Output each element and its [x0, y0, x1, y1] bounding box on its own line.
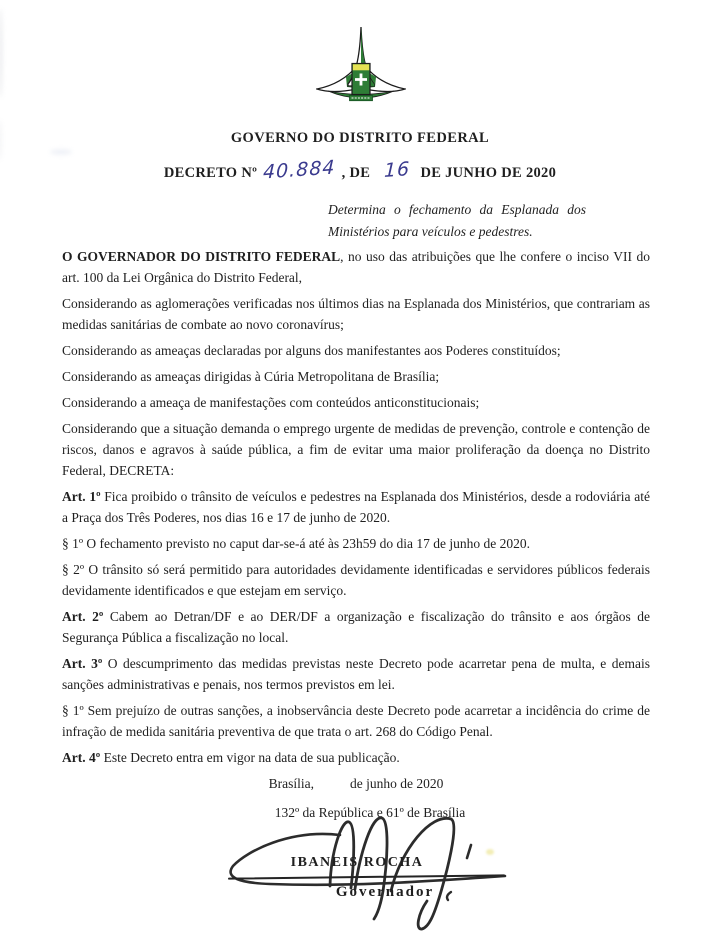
decree-paragraph: § 1º Sem prejuízo de outras sanções, a inobservância deste Decreto pode acarretar a incidência do crime de infração de medida sanitária preventiva de que trata o art. 268 do Código Penal. [62, 703, 650, 739]
government-title: GOVERNO DO DISTRITO FEDERAL [230, 130, 490, 146]
paragraph-lead: Art. 3º [62, 656, 103, 671]
scan-artifact [0, 8, 3, 98]
decree-paragraph: § 2º O trânsito só será permitido para autoridades devidamente identificadas e servidores públicos federais devidamente identificados e que estejam em serviço. [62, 562, 650, 598]
paragraph-lead: O GOVERNADOR DO DISTRITO FEDERAL [62, 249, 341, 264]
paragraph-lead: Art. 1º [62, 489, 101, 504]
decree-body [62, 246, 650, 823]
decree-paragraph: § 1º O fechamento previsto no caput dar-se-á até às 23h59 do dia 17 de junho de 2020. [62, 536, 531, 551]
handwritten-decree-number: 40.884 [262, 156, 336, 184]
decree-paragraph: Considerando as ameaças declaradas por alguns dos manifestantes aos Poderes constituídos; [62, 343, 561, 358]
closing-date-line [62, 773, 650, 794]
decree-mid: , DE [341, 165, 371, 181]
decree-paragraph: Art. 3º O descumprimento das medidas previstas neste Decreto pode acarretar pena de multa, e demais sanções administrativas e penais, nos termos previstos em lei. [62, 656, 650, 692]
decree-title-line [0, 156, 720, 194]
decree-paragraph: Art. 4º Este Decreto entra em vigor na data de sua publicação. [62, 750, 400, 765]
closing-date: de junho de 2020 [350, 776, 444, 791]
decree-suffix: DE JUNHO DE 2020 [420, 165, 557, 181]
closing-place: Brasília, [268, 776, 314, 791]
decree-prefix: DECRETO Nº [163, 165, 258, 181]
decree-epigraph: Determina o fechamento da Esplanada dos Ministérios para veículos e pedestres. [328, 202, 586, 239]
decree-paragraph: Considerando as aglomerações verificadas nos últimos dias na Esplanada dos Ministérios, que contrariam as medidas sanitárias de combate ao novo coronavírus; [62, 296, 650, 332]
scan-artifact [50, 149, 72, 155]
signatory-title: Governador [335, 884, 435, 900]
decree-paragraph: O GOVERNADOR DO DISTRITO FEDERAL, no uso das atribuições que lhe confere o inciso VII do art. 100 da Lei Orgânica do Distrito Federal, [62, 249, 651, 285]
brasilia-coat-of-arms-icon [316, 26, 406, 118]
handwritten-day-number: 16 [383, 158, 411, 182]
paragraph-lead: Art. 4º [62, 750, 101, 765]
decree-paragraph: Considerando a ameaça de manifestações com conteúdos anticonstitucionais; [62, 395, 480, 410]
era-line: 132º da República e 61º de Brasília [274, 805, 466, 820]
decree-paragraph: Art. 2º Cabem ao Detran/DF e ao DER/DF a organização e fiscalização do trânsito e aos órgãos de Segurança Pública a fiscalização no local. [62, 609, 650, 645]
decree-paragraph: Considerando as ameaças dirigidas à Cúria Metropolitana de Brasília; [62, 369, 440, 384]
signatory-name: IBANEIS ROCHA [290, 855, 424, 870]
decree-paragraph: Art. 1º Fica proibido o trânsito de veículos e pedestres na Esplanada dos Ministérios, desde a rodoviária até a Praça dos Três Poderes, nos dias 16 e 17 de junho de 2020. [62, 489, 650, 525]
paragraph-lead: Art. 2º [62, 609, 104, 624]
decree-paragraph: Considerando que a situação demanda o emprego urgente de medidas de prevenção, controle e contenção de riscos, danos e agravos à saúde pública, a fim de evitar uma maior proliferação da doença no Distrito Federal, DECRETA: [62, 421, 650, 478]
